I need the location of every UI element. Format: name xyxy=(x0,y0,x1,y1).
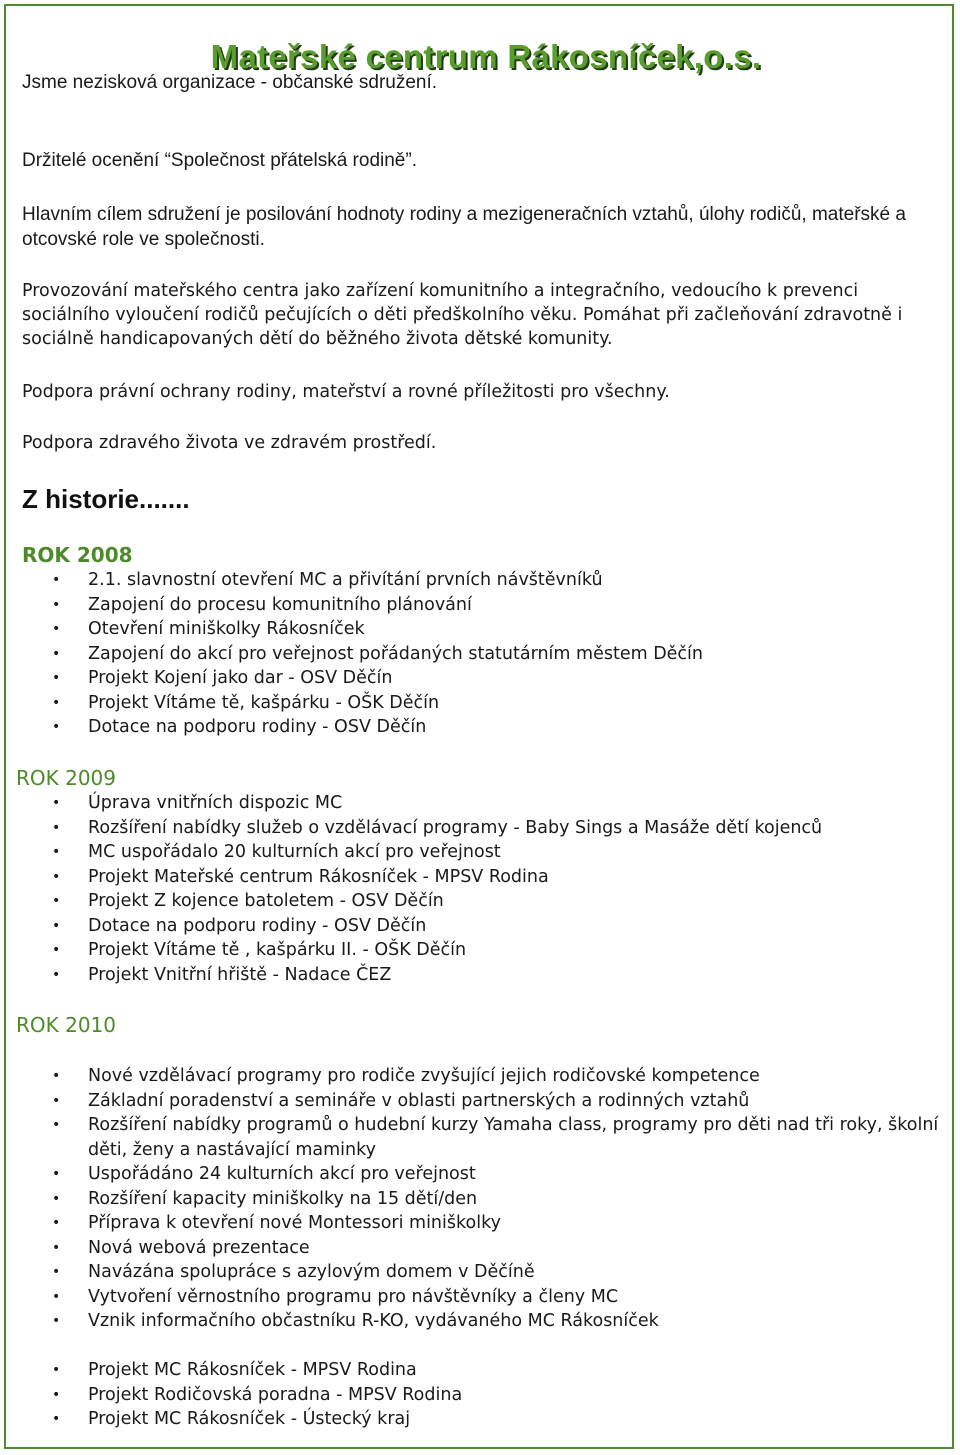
list-2008 xyxy=(0,568,945,740)
list-item: • Příprava k otevření nové Montessori miniškolky xyxy=(0,1211,945,1236)
list-2009 xyxy=(0,791,945,987)
list-item: • Otevření miniškolky Rákosníček xyxy=(0,617,945,642)
intro-paragraph-1: Jsme nezisková organizace - občanské sdružení. xyxy=(22,72,438,93)
history-heading: Z historie....... xyxy=(22,484,190,514)
list-item: • 2.1. slavnostní otevření MC a přivítání prvních návštěvníků xyxy=(0,568,945,593)
list-item: • Projekt MC Rákosníček - Ústecký kraj xyxy=(0,1407,945,1432)
list-item: • Projekt Vnitřní hřiště - Nadace ČEZ xyxy=(0,963,945,988)
list-item: • Zapojení do procesu komunitního plánování xyxy=(0,593,945,618)
intro-paragraph-5: Podpora právní ochrany rodiny, mateřství a rovné příležitosti pro všechny. xyxy=(22,382,670,402)
year-heading-2010: ROK 2010 xyxy=(16,1013,117,1037)
list-item: • Projekt Vítáme tě , kašpárku II. - OŠK Děčín xyxy=(0,938,945,963)
list-2010 xyxy=(0,1064,945,1432)
intro-paragraph-2: Držitelé ocenění “Společnost přátelská rodině”. xyxy=(22,150,417,171)
intro-paragraph-4: Provozování mateřského centra jako zařízení komunitního a integračního, vedoucího k prevenci sociálního vyloučení rodičů pečujících o děti předškolního věku. Pomáhat při začleňování zdravotně i sociálně handicapovaných dětí do běžného života dětské komunity. xyxy=(22,281,903,349)
list-item: • Vytvoření věrnostního programu pro návštěvníky a členy MC xyxy=(0,1285,945,1310)
year-heading-2009: ROK 2009 xyxy=(16,766,117,790)
list-item: • Projekt Rodičovská poradna - MPSV Rodina xyxy=(0,1383,945,1408)
list-item: • Navázána spolupráce s azylovým domem v Děčíně xyxy=(0,1260,945,1285)
list-item: • Vznik informačního občastníku R-KO, vydávaného MC Rákosníček xyxy=(0,1309,945,1334)
list-item: • Rozšíření nabídky služeb o vzdělávací programy - Baby Sings a Masáže dětí kojenců xyxy=(0,816,945,841)
list-item: • Projekt Kojení jako dar - OSV Děčín xyxy=(0,666,945,691)
list-item: • Dotace na podporu rodiny - OSV Děčín xyxy=(0,914,945,939)
intro-paragraph-3: Hlavním cílem sdružení je posilování hodnoty rodiny a mezigeneračních vztahů, úlohy rodičů, mateřské a otcovské role ve společnosti. xyxy=(22,204,906,250)
list-item: • Úprava vnitřních dispozic MC xyxy=(0,791,945,816)
list-item: • Projekt MC Rákosníček - MPSV Rodina xyxy=(0,1358,945,1383)
list-item: • Nové vzdělávací programy pro rodiče zvyšující jejich rodičovské kompetence xyxy=(0,1064,945,1089)
list-item: • Rozšíření kapacity miniškolky na 15 dětí/den xyxy=(0,1187,945,1212)
year-heading-2008: ROK 2008 xyxy=(22,543,133,567)
list-item: • Projekt Vítáme tě, kašpárku - OŠK Děčín xyxy=(0,691,945,716)
list-item: • Základní poradenství a semináře v oblasti partnerských a rodinných vztahů xyxy=(0,1089,945,1114)
list-item: • Dotace na podporu rodiny - OSV Děčín xyxy=(0,715,945,740)
list-item: • Zapojení do akcí pro veřejnost pořádaných statutárním městem Děčín xyxy=(0,642,945,667)
list-item: • MC uspořádalo 20 kulturních akcí pro veřejnost xyxy=(0,840,945,865)
page-title: Mateřské centrum Rákosníček,o.s. xyxy=(210,38,762,75)
intro-paragraph-6: Podpora zdravého života ve zdravém prostředí. xyxy=(22,433,437,453)
list-item: • Rozšíření nabídky programů o hudební kurzy Yamaha class, programy pro děti nad tři roky, školní děti, ženy a nastávající maminky xyxy=(0,1113,945,1162)
list-item: • Projekt Z kojence batoletem - OSV Děčín xyxy=(0,889,945,914)
list-item: • Nová webová prezentace xyxy=(0,1236,945,1261)
list-item: • Projekt Mateřské centrum Rákosníček - MPSV Rodina xyxy=(0,865,945,890)
list-item: • Uspořádáno 24 kulturních akcí pro veřejnost xyxy=(0,1162,945,1187)
